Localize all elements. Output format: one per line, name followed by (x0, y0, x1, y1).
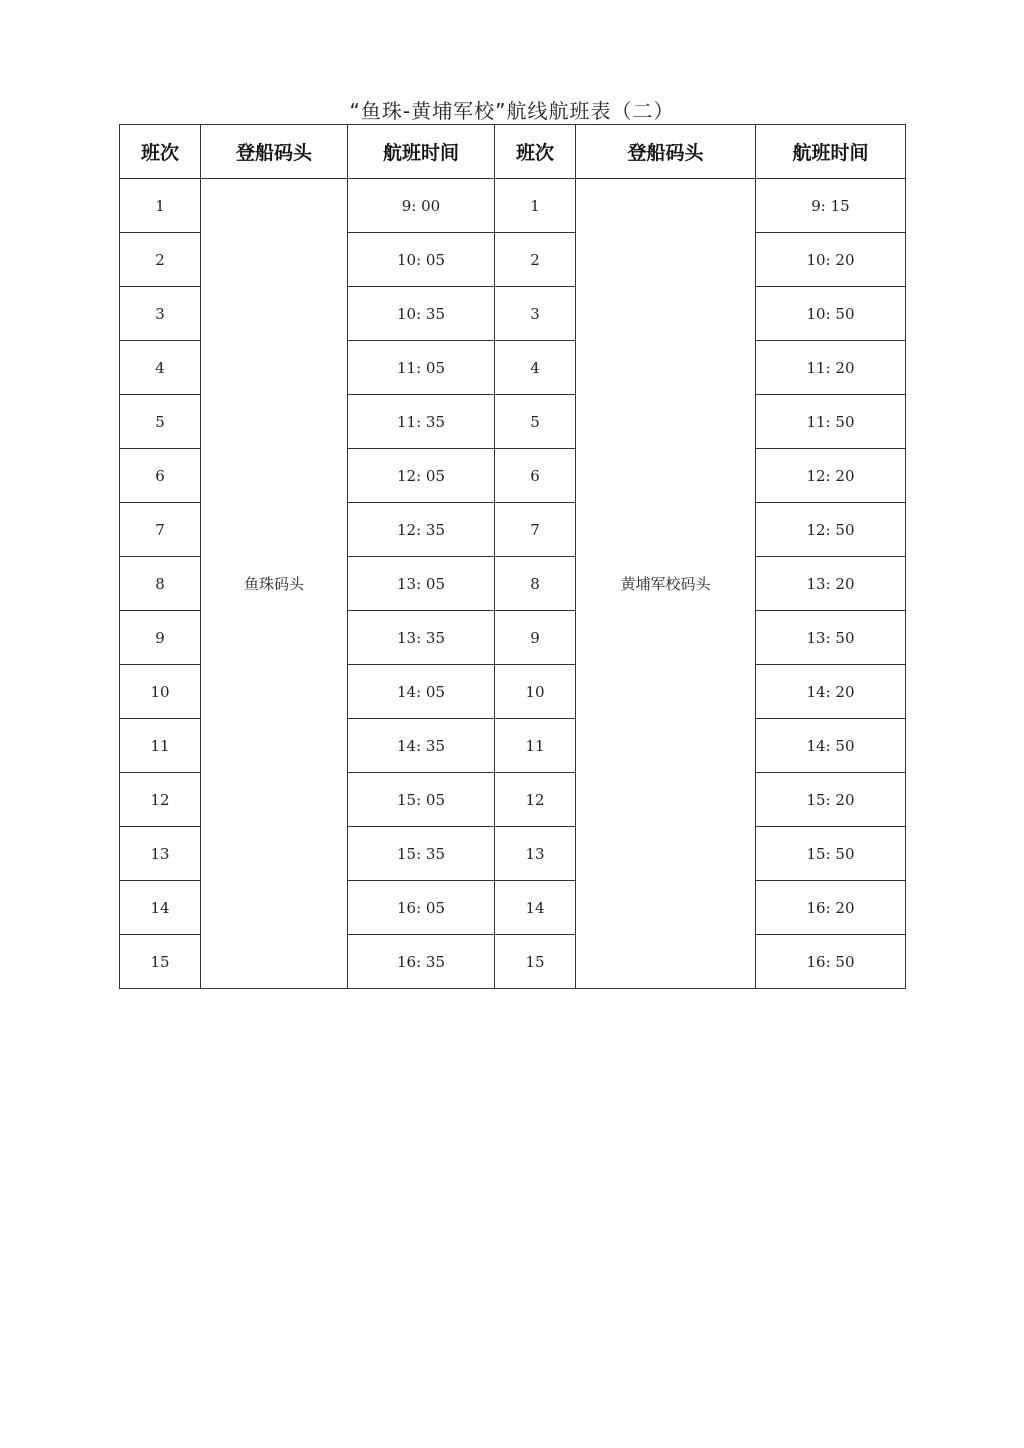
right-trip-number: 6 (495, 449, 576, 503)
left-departure-time: 11: 05 (348, 341, 495, 395)
right-trip-number: 8 (495, 557, 576, 611)
right-trip-number: 9 (495, 611, 576, 665)
right-trip-number: 1 (495, 179, 576, 233)
right-departure-time: 16: 50 (756, 935, 906, 989)
right-departure-time: 15: 50 (756, 827, 906, 881)
right-departure-time: 16: 20 (756, 881, 906, 935)
right-trip-number: 4 (495, 341, 576, 395)
left-trip-number: 4 (120, 341, 201, 395)
left-trip-number: 5 (120, 395, 201, 449)
right-departure-time: 11: 20 (756, 341, 906, 395)
left-departure-time: 14: 05 (348, 665, 495, 719)
left-departure-time: 15: 35 (348, 827, 495, 881)
left-departure-time: 13: 35 (348, 611, 495, 665)
right-trip-number: 15 (495, 935, 576, 989)
left-departure-time: 12: 05 (348, 449, 495, 503)
left-departure-time: 14: 35 (348, 719, 495, 773)
left-trip-number: 13 (120, 827, 201, 881)
right-pier: 黄埔军校码头 (576, 179, 756, 989)
header-trip-no: 班次 (120, 125, 201, 179)
left-trip-number: 6 (120, 449, 201, 503)
left-departure-time: 12: 35 (348, 503, 495, 557)
schedule-table (119, 124, 906, 989)
right-trip-number: 13 (495, 827, 576, 881)
left-departure-time: 15: 05 (348, 773, 495, 827)
header-pier: 登船码头 (576, 125, 756, 179)
left-trip-number: 7 (120, 503, 201, 557)
table-row (120, 179, 906, 233)
right-departure-time: 10: 20 (756, 233, 906, 287)
left-departure-time: 16: 35 (348, 935, 495, 989)
right-departure-time: 9: 15 (756, 179, 906, 233)
right-departure-time: 12: 20 (756, 449, 906, 503)
header-row (120, 125, 906, 179)
right-trip-number: 2 (495, 233, 576, 287)
header-trip-no: 班次 (495, 125, 576, 179)
left-departure-time: 16: 05 (348, 881, 495, 935)
right-trip-number: 10 (495, 665, 576, 719)
page-title: “鱼珠-黄埔军校”航线航班表（二） (349, 99, 675, 123)
right-departure-time: 14: 50 (756, 719, 906, 773)
left-pier: 鱼珠码头 (201, 179, 348, 989)
right-departure-time: 12: 50 (756, 503, 906, 557)
right-departure-time: 10: 50 (756, 287, 906, 341)
left-departure-time: 13: 05 (348, 557, 495, 611)
right-trip-number: 12 (495, 773, 576, 827)
right-trip-number: 14 (495, 881, 576, 935)
left-departure-time: 10: 35 (348, 287, 495, 341)
right-trip-number: 11 (495, 719, 576, 773)
right-departure-time: 13: 20 (756, 557, 906, 611)
left-trip-number: 10 (120, 665, 201, 719)
left-trip-number: 14 (120, 881, 201, 935)
left-trip-number: 15 (120, 935, 201, 989)
left-trip-number: 3 (120, 287, 201, 341)
header-pier: 登船码头 (201, 125, 348, 179)
left-trip-number: 8 (120, 557, 201, 611)
left-trip-number: 11 (120, 719, 201, 773)
left-trip-number: 2 (120, 233, 201, 287)
header-time: 航班时间 (756, 125, 906, 179)
left-trip-number: 1 (120, 179, 201, 233)
left-trip-number: 12 (120, 773, 201, 827)
right-departure-time: 13: 50 (756, 611, 906, 665)
right-trip-number: 5 (495, 395, 576, 449)
header-time: 航班时间 (348, 125, 495, 179)
left-trip-number: 9 (120, 611, 201, 665)
right-departure-time: 14: 20 (756, 665, 906, 719)
right-departure-time: 15: 20 (756, 773, 906, 827)
left-departure-time: 11: 35 (348, 395, 495, 449)
left-departure-time: 10: 05 (348, 233, 495, 287)
right-departure-time: 11: 50 (756, 395, 906, 449)
right-trip-number: 3 (495, 287, 576, 341)
right-trip-number: 7 (495, 503, 576, 557)
left-departure-time: 9: 00 (348, 179, 495, 233)
